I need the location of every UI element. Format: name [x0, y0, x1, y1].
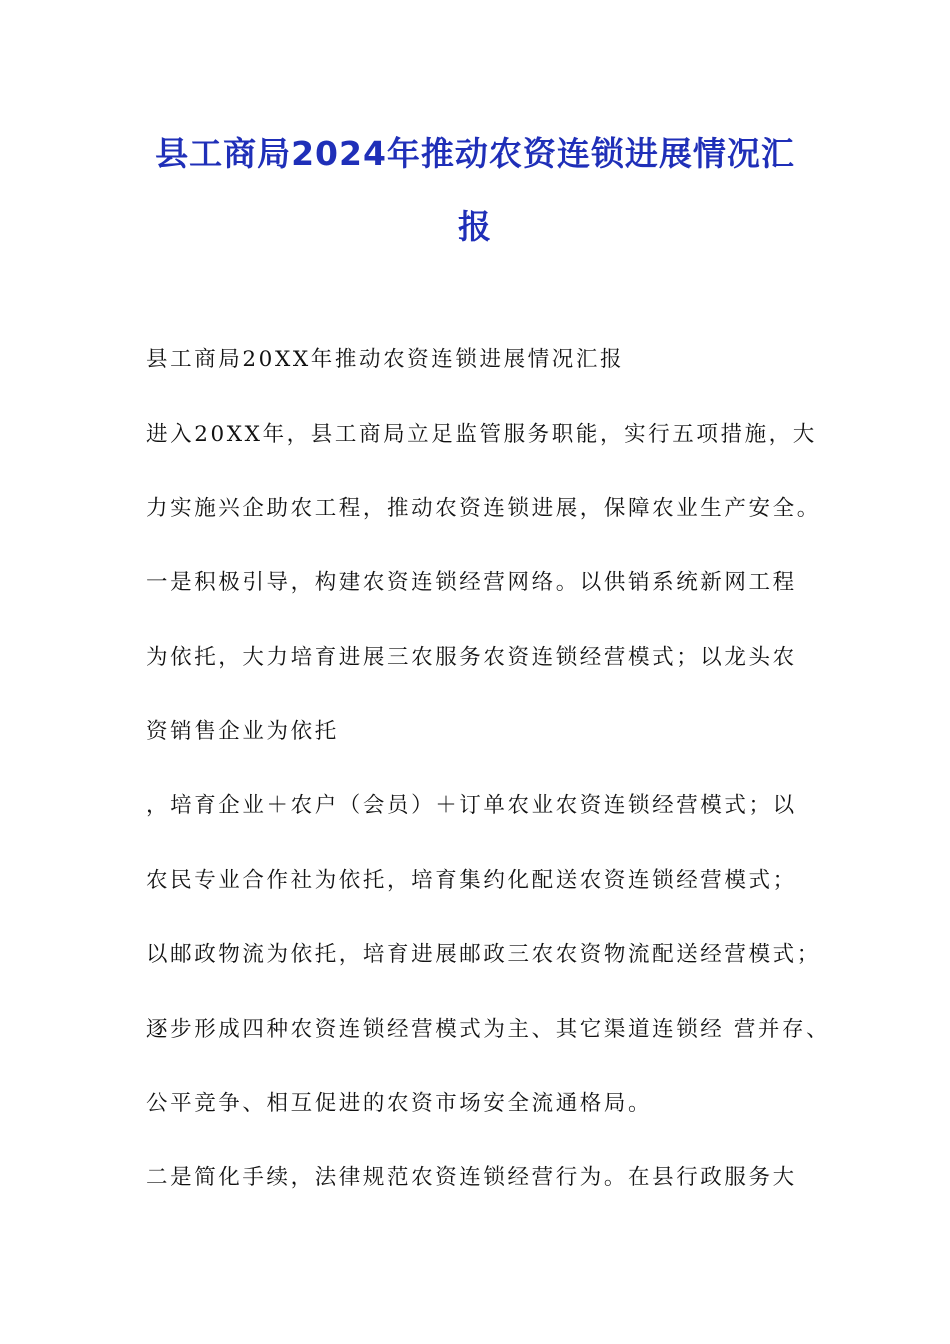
- body-line: 进入20XX年，县工商局立足监管服务职能，实行五项措施，大: [146, 422, 817, 447]
- document-title-line-2: 报: [458, 207, 492, 246]
- body-line: 力实施兴企助农工程，推动农资连锁进展，保障农业生产安全。: [146, 496, 821, 521]
- document-title-line-1: 县工商局2024年推动农资连锁进展情况汇: [155, 134, 795, 173]
- body-line: 二是简化手续，法律规范农资连锁经营行为。在县行政服务大: [146, 1165, 797, 1190]
- body-line: 以邮政物流为依托，培育进展邮政三农农资物流配送经营模式；: [146, 942, 821, 967]
- body-line: 为依托，大力培育进展三农服务农资连锁经营模式；以龙头农: [146, 645, 797, 670]
- body-line-subtitle: 县工商局20XX年推动农资连锁进展情况汇报: [146, 347, 625, 372]
- body-line: ，培育企业＋农户（会员）＋订单农业农资连锁经营模式；以: [146, 793, 797, 818]
- body-line: 公平竞争、相互促进的农资市场安全流通格局。: [146, 1091, 653, 1116]
- body-line: 逐步形成四种农资连锁经营模式为主、其它渠道连锁经 营并存、: [146, 1017, 831, 1042]
- body-line: 一是积极引导，构建农资连锁经营网络。以供销系统新网工程: [146, 570, 797, 595]
- body-line: 农民专业合作社为依托，培育集约化配送农资连锁经营模式；: [146, 868, 797, 893]
- body-line: 资销售企业为依托: [146, 719, 339, 744]
